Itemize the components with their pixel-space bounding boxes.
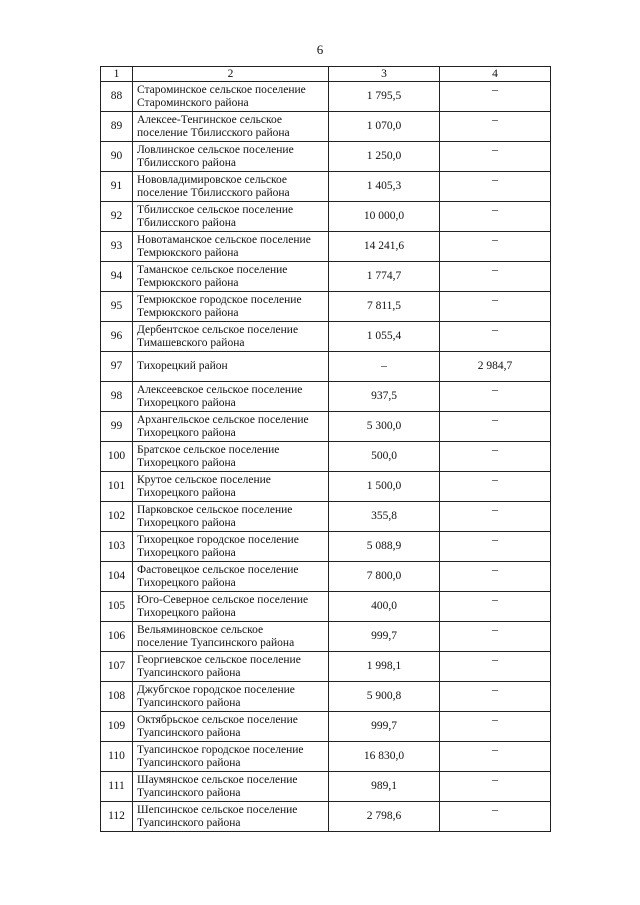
table-row [101,352,551,382]
table-row [101,502,551,532]
amount-column-4: – [440,712,551,742]
amount-column-3: 999,7 [329,622,440,652]
column-header-3: 3 [329,67,440,82]
table-row [101,82,551,112]
settlement-name-line1: Тихорецкое городское поселение [137,533,299,546]
settlement-name-line2: Тбилисского района [137,216,236,229]
row-number: 104 [101,562,133,592]
amount-column-4: – [440,412,551,442]
settlement-name-line2: Туапсинского района [137,726,241,739]
settlement-name-line1: Братское сельское поселение [137,443,280,456]
amount-column-4: – [440,742,551,772]
table-row [101,472,551,502]
row-number: 102 [101,502,133,532]
amount-column-3: 10 000,0 [329,202,440,232]
table-row [101,142,551,172]
amount-column-4: – [440,382,551,412]
row-number: 111 [101,772,133,802]
settlement-name-line1: Дербентское сельское поселение [137,323,299,336]
amount-column-4: – [440,202,551,232]
settlement-name [133,292,329,322]
row-number: 108 [101,682,133,712]
amount-column-3: 2 798,6 [329,802,440,832]
settlement-name-line1: Архангельское сельское поселение [137,413,309,426]
settlement-name-line1: Ловлинское сельское поселение [137,143,294,156]
amount-column-3: – [329,352,440,382]
settlement-name [133,682,329,712]
row-number: 107 [101,652,133,682]
settlement-name-line2: поселение Тбилисского района [137,126,290,139]
settlement-name-line1: Фастовецкое сельское поселение [137,563,299,576]
amount-column-3: 1 070,0 [329,112,440,142]
amount-column-3: 355,8 [329,502,440,532]
amount-column-3: 989,1 [329,772,440,802]
row-number: 112 [101,802,133,832]
settlement-name-line1: Алексеевское сельское поселение [137,383,303,396]
amount-column-4: – [440,532,551,562]
row-number: 88 [101,82,133,112]
table-row [101,712,551,742]
amount-column-3: 1 500,0 [329,472,440,502]
table-row [101,322,551,352]
table-row [101,262,551,292]
amount-column-3: 5 300,0 [329,412,440,442]
amount-column-4: 2 984,7 [440,352,551,382]
row-number: 99 [101,412,133,442]
settlement-name [133,412,329,442]
settlement-name-line2: Тихорецкого района [137,456,236,469]
row-number: 106 [101,622,133,652]
amount-column-4: – [440,562,551,592]
amount-column-4: – [440,772,551,802]
amount-column-4: – [440,82,551,112]
table-row [101,742,551,772]
settlement-name-line2: Тбилисского района [137,156,236,169]
settlement-name-line2: Туапсинского района [137,756,241,769]
settlement-name-line2: Тимашевского района [137,336,245,349]
row-number: 97 [101,352,133,382]
settlement-name-line2: поселение Туапсинского района [137,636,295,649]
settlement-name-line1: Юго-Северное сельское поселение [137,593,309,606]
amount-column-3: 7 800,0 [329,562,440,592]
settlement-name-line2: поселение Тбилисского района [137,186,290,199]
amount-column-4: – [440,142,551,172]
row-number: 103 [101,532,133,562]
row-number: 100 [101,442,133,472]
table-row [101,232,551,262]
settlement-name [133,172,329,202]
row-number: 109 [101,712,133,742]
settlement-name-line2: Тихорецкого района [137,486,236,499]
allocation-table [100,66,551,832]
amount-column-4: – [440,502,551,532]
settlement-name-line2: Тихорецкого района [137,576,236,589]
settlement-name-line1: Темрюкское городское поселение [137,293,302,306]
row-number: 90 [101,142,133,172]
table-row [101,112,551,142]
table-row [101,622,551,652]
settlement-name-line2: Темрюкского района [137,246,239,259]
row-number: 93 [101,232,133,262]
amount-column-4: – [440,172,551,202]
table-row [101,292,551,322]
table-row [101,682,551,712]
amount-column-3: 937,5 [329,382,440,412]
table-row [101,592,551,622]
amount-column-3: 500,0 [329,442,440,472]
settlement-name-line2: Тихорецкого района [137,396,236,409]
settlement-name [133,202,329,232]
table-row [101,802,551,832]
table-row [101,562,551,592]
amount-column-3: 5 088,9 [329,532,440,562]
row-number: 101 [101,472,133,502]
table-row [101,532,551,562]
row-number: 91 [101,172,133,202]
settlement-name [133,772,329,802]
settlement-name-line1: Крутое сельское поселение [137,473,271,486]
amount-column-4: – [440,112,551,142]
settlement-name-line2: Тихорецкого района [137,516,236,529]
settlement-name-line2: Туапсинского района [137,786,241,799]
settlement-name-line2: Туапсинского района [137,816,241,829]
settlement-name-line2: Тихорецкого района [137,546,236,559]
settlement-name-line1: Шепсинское сельское поселение [137,803,298,816]
table-row [101,382,551,412]
settlement-name-line1: Парковское сельское поселение [137,503,293,516]
settlement-name-line1: Вельяминовское сельское [137,623,264,636]
row-number: 96 [101,322,133,352]
settlement-name [133,112,329,142]
row-number: 92 [101,202,133,232]
settlement-name-line1: Тбилисское сельское поселение [137,203,294,216]
column-header-2: 2 [133,67,329,82]
settlement-name-line2: Темрюкского района [137,276,239,289]
settlement-name [133,502,329,532]
settlement-name-line2: Тихорецкого района [137,426,236,439]
settlement-name-line2: Темрюкского района [137,306,239,319]
amount-column-3: 7 811,5 [329,292,440,322]
amount-column-4: – [440,442,551,472]
settlement-name-line2: Староминского района [137,96,249,109]
page-number: 6 [316,42,324,57]
settlement-name [133,592,329,622]
amount-column-3: 1 055,4 [329,322,440,352]
settlement-name [133,562,329,592]
settlement-name-line2: Туапсинского района [137,666,241,679]
amount-column-3: 1 795,5 [329,82,440,112]
settlement-name-line1: Шаумянское сельское поселение [137,773,298,786]
settlement-name [133,382,329,412]
amount-column-4: – [440,682,551,712]
row-number: 110 [101,742,133,772]
amount-column-3: 1 405,3 [329,172,440,202]
column-header-4: 4 [440,67,551,82]
amount-column-3: 16 830,0 [329,742,440,772]
amount-column-3: 999,7 [329,712,440,742]
settlement-name [133,82,329,112]
amount-column-4: – [440,472,551,502]
table-row [101,772,551,802]
table-row [101,652,551,682]
settlement-name-line2: Туапсинского района [137,696,241,709]
settlement-name [133,142,329,172]
amount-column-3: 1 774,7 [329,262,440,292]
row-number: 94 [101,262,133,292]
settlement-name-line1: Новотаманское сельское поселение [137,233,311,246]
amount-column-4: – [440,232,551,262]
amount-column-4: – [440,292,551,322]
settlement-name [133,622,329,652]
settlement-name-line1: Джубгское городское поселение [137,683,295,696]
settlement-name-line1: Октябрьское сельское поселение [137,713,298,726]
settlement-name-line2: Тихорецкого района [137,606,236,619]
table-row [101,442,551,472]
amount-column-4: – [440,592,551,622]
amount-column-3: 400,0 [329,592,440,622]
amount-column-4: – [440,322,551,352]
settlement-name [133,322,329,352]
row-number: 105 [101,592,133,622]
row-number: 89 [101,112,133,142]
settlement-name [133,472,329,502]
settlement-name [133,712,329,742]
row-number: 95 [101,292,133,322]
settlement-name [133,442,329,472]
settlement-name [133,232,329,262]
settlement-name [133,802,329,832]
settlement-name-line1: Алексее-Тенгинское сельское [137,113,283,126]
settlement-name-line1: Таманское сельское поселение [137,263,288,276]
settlement-name-line1: Тихорецкий район [137,360,228,372]
settlement-name [133,352,329,382]
amount-column-4: – [440,262,551,292]
settlement-name-line1: Георгиевское сельское поселение [137,653,301,666]
row-number: 98 [101,382,133,412]
amount-column-3: 14 241,6 [329,232,440,262]
amount-column-4: – [440,652,551,682]
settlement-name-line1: Староминское сельское поселение [137,83,306,96]
settlement-name [133,652,329,682]
settlement-name [133,532,329,562]
settlement-name-line1: Туапсинское городское поселение [137,743,304,756]
amount-column-4: – [440,802,551,832]
table-row [101,202,551,232]
settlement-name [133,742,329,772]
table-row [101,172,551,202]
settlement-name [133,262,329,292]
settlement-name-line1: Нововладимировское сельское [137,173,287,186]
column-header-1: 1 [101,67,133,82]
amount-column-3: 1 998,1 [329,652,440,682]
table-body [101,82,551,832]
amount-column-4: – [440,622,551,652]
amount-column-3: 5 900,8 [329,682,440,712]
amount-column-3: 1 250,0 [329,142,440,172]
table-row [101,412,551,442]
table-header-row [101,67,551,82]
